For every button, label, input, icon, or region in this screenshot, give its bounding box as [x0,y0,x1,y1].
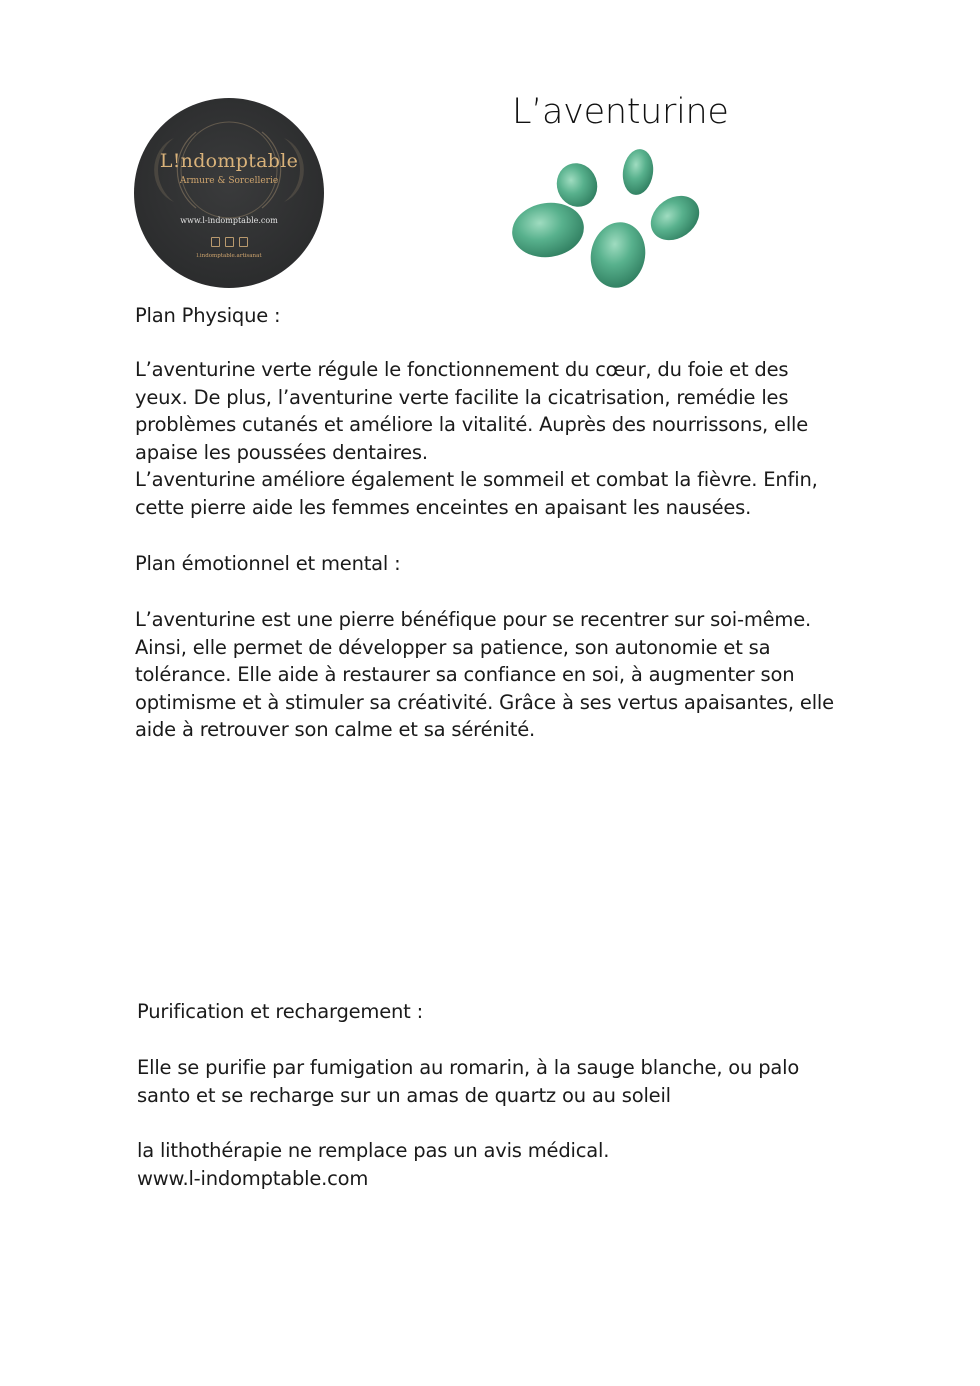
aventurine-stones-image [505,145,715,305]
stone-left [509,198,588,261]
tiktok-icon [239,237,248,247]
stone-bottom [585,217,652,293]
section-heading-physique: Plan Physique : [135,304,281,327]
section-text-emotionnel: L’aventurine est une pierre bénéfique pour se recentrer sur soi-même. Ainsi, elle permet de développer sa patience, son autonomie et sa tolérance. Elle aide à restaurer sa confiance en soi, à augmenter son optimisme et à stimuler sa créativité. Grâce à ses vertus apaisantes, elle aide à retrouver son calme et sa sérénité. [135,608,834,741]
section-text-physique: L’aventurine verte régule le fonctionnement du cœur, du foie et des yeux. De plus, l’aventurine verte facilite la cicatrisation, remédie les problèmes cutanés et améliore la vitalité. Auprès des nourrissons, elle apaise les poussées dentaires. L’aventurine améliore également le sommeil et combat la fièvre. Enfin, cette pierre aide les femmes enceintes en apaisant les nausées. [135,358,818,519]
logo-handle: l.indomptable.artisanat [196,253,262,259]
stone-top [620,147,656,197]
logo-url: www.l-indomptable.com [180,216,278,225]
logo-brand-name: L!ndomptable [159,150,299,172]
section-heading-emotionnel: Plan émotionnel et mental : [135,552,401,575]
section-heading-purification: Purification et rechargement : [137,1000,423,1023]
brand-logo [134,98,324,288]
logo-tagline: Armure & Sorcellerie [179,176,279,186]
website-url: www.l-indomptable.com [137,1167,369,1190]
section-text-purification: Elle se purifie par fumigation au romarin, à la sauge blanche, ou palo santo et se recharge sur un amas de quartz ou au soleil [137,1056,800,1107]
medical-disclaimer: la lithothérapie ne remplace pas un avis médical. [137,1139,610,1162]
stone-right [642,187,708,250]
instagram-icon [225,237,234,247]
page-title: L’aventurine [512,92,729,132]
logo-social-icons [134,237,324,247]
facebook-icon [211,237,220,247]
logo-moon-rings [134,98,324,288]
